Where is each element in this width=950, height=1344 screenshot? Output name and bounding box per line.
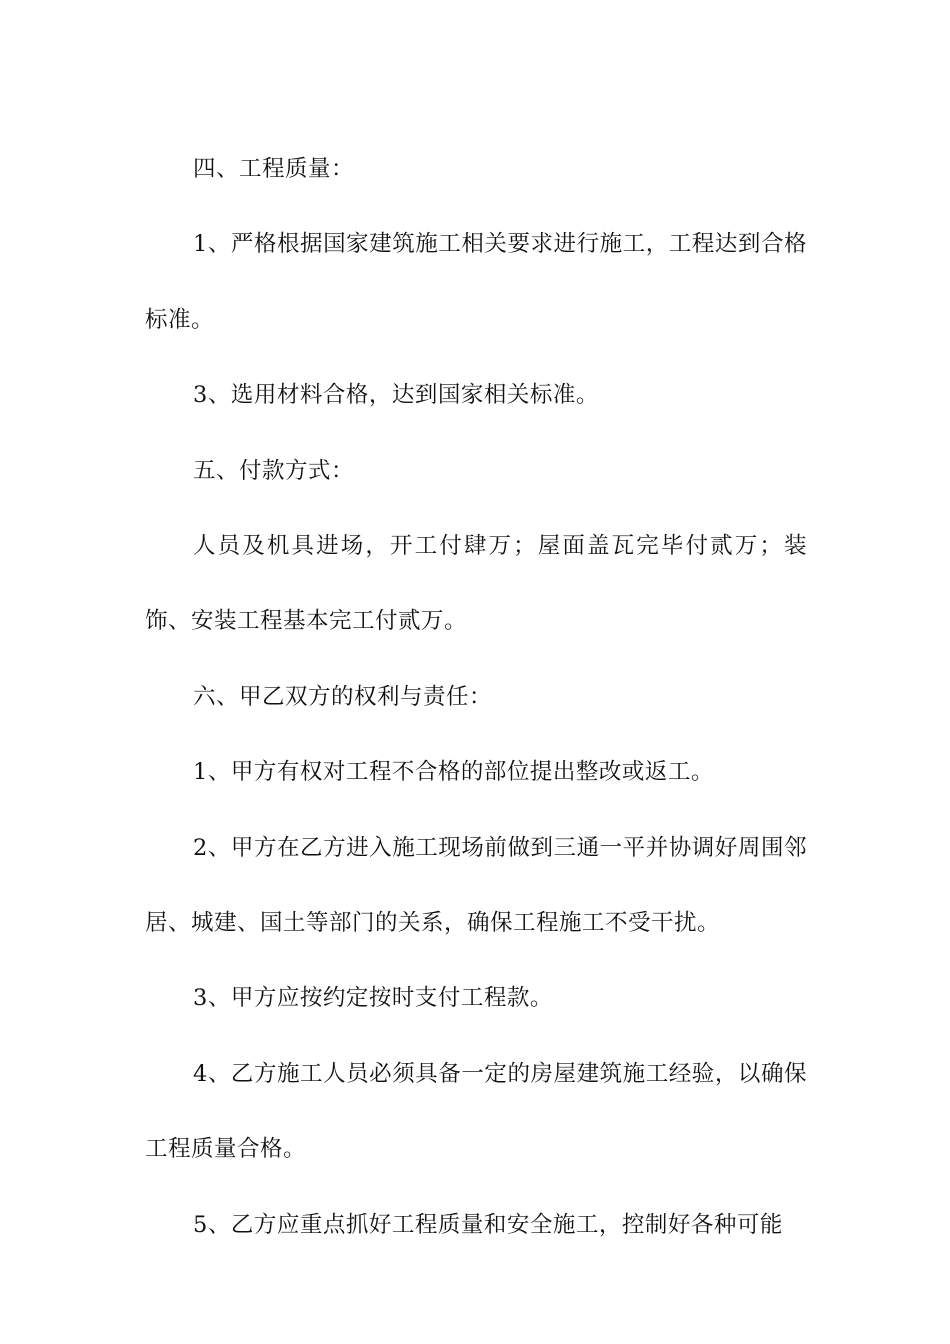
clause-quality-3: 3、选用材料合格，达到国家相关标准。	[193, 382, 599, 409]
clause-payment: 人员及机具进场，开工付肆万；屋面盖瓦完毕付贰万；装饰、安装工程基本完工付贰万。	[145, 533, 807, 635]
clause-rights-4: 4、乙方施工人员必须具备一定的房屋建筑施工经验，以确保工程质量合格。	[145, 1060, 807, 1163]
section-heading-rights: 六、甲乙双方的权利与责任：	[193, 683, 493, 710]
clause-rights-3: 3、甲方应按约定按时支付工程款。	[193, 985, 553, 1012]
section-heading-payment: 五、付款方式：	[193, 457, 355, 484]
clause-rights-1: 1、甲方有权对工程不合格的部位提出整改或返工。	[193, 759, 714, 786]
clause-quality-1: 1、严格根据国家建筑施工相关要求进行施工，工程达到合格标准。	[145, 231, 807, 333]
section-heading-quality: 四、工程质量：	[193, 156, 355, 182]
clause-rights-5: 5、乙方应重点抓好工程质量和安全施工，控制好各种可能	[193, 1211, 783, 1238]
document-body	[145, 132, 807, 1263]
clause-rights-2: 2、甲方在乙方进入施工现场前做到三通一平并协调好周围邻居、城建、国土等部门的关系，确保工程施工不受干扰。	[145, 834, 807, 937]
